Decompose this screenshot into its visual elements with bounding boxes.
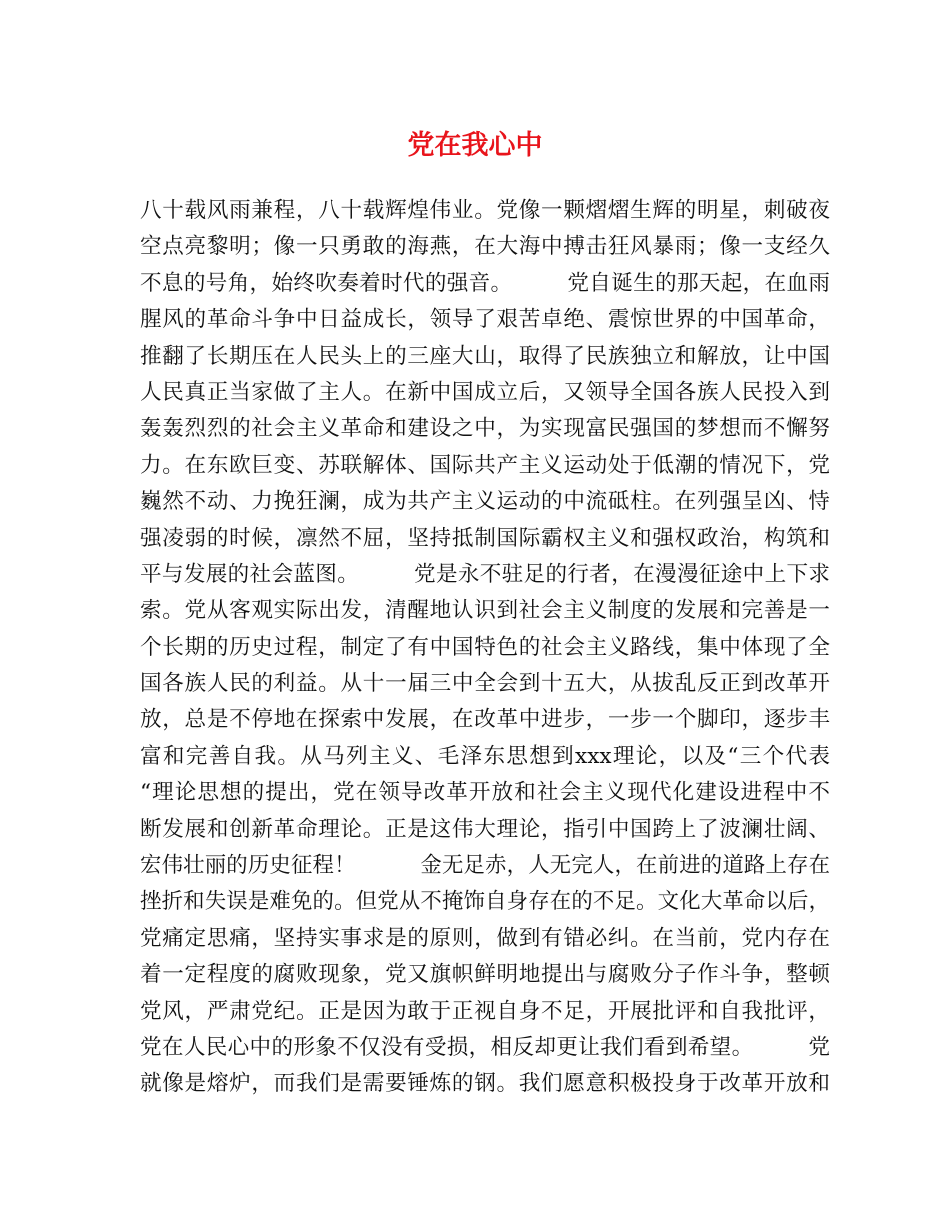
body-line: 党风，严肃党纪。正是因为敢于正视自身不足，开展批评和自我批评， — [140, 998, 830, 1024]
body-line: 空点亮黎明；像一只勇敢的海燕，在大海中搏击狂风暴雨；像一支经久 — [140, 234, 830, 260]
body-line: 党痛定思痛，坚持实事求是的原则，做到有错必纠。在当前，党内存在 — [140, 925, 830, 951]
body-line: 人民真正当家做了主人。在新中国成立后，又领导全国各族人民投入到 — [140, 379, 830, 405]
body-line: “理论思想的提出，党在领导改革开放和社会主义现代化建设进程中不 — [140, 780, 830, 806]
body-line: 富和完善自我。从马列主义、毛泽东思想到xxx理论，以及“三个代表 — [140, 743, 830, 769]
body-line: 国各族人民的利益。从十一届三中全会到十五大，从拔乱反正到改革开 — [140, 671, 830, 697]
document-body — [140, 193, 830, 1103]
body-line: 党在人民心中的形象不仅没有受损，相反却更让我们看到希望。 党 — [140, 1034, 830, 1060]
body-line: 腥风的革命斗争中日益成长，领导了艰苦卓绝、震惊世界的中国革命， — [140, 307, 830, 333]
body-line: 力。在东欧巨变、苏联解体、国际共产主义运动处于低潮的情况下，党 — [140, 452, 830, 478]
body-line: 断发展和创新革命理论。正是这伟大理论，指引中国跨上了波澜壮阔、 — [140, 816, 830, 842]
body-line: 个长期的历史过程，制定了有中国特色的社会主义路线，集中体现了全 — [140, 634, 830, 660]
body-line: 着一定程度的腐败现象，党又旗帜鲜明地提出与腐败分子作斗争，整顿 — [140, 962, 830, 988]
body-line: 不息的号角，始终吹奏着时代的强音。 党自诞生的那天起，在血雨 — [140, 270, 830, 296]
body-line: 挫折和失误是难免的。但党从不掩饰自身存在的不足。文化大革命以后， — [140, 889, 830, 915]
body-line: 放，总是不停地在探索中发展，在改革中进步，一步一个脚印，逐步丰 — [140, 707, 830, 733]
body-line: 巍然不动、力挽狂澜，成为共产主义运动的中流砥柱。在列强呈凶、恃 — [140, 489, 830, 515]
body-line: 宏伟壮丽的历史征程！ 金无足赤，人无完人，在前进的道路上存在 — [140, 853, 830, 879]
body-line: 推翻了长期压在人民头上的三座大山，取得了民族独立和解放，让中国 — [140, 343, 830, 369]
document-title: 党在我心中 — [407, 130, 543, 161]
body-line: 强凌弱的时候，凛然不屈，坚持抵制国际霸权主义和强权政治，构筑和 — [140, 525, 830, 551]
body-line: 平与发展的社会蓝图。 党是永不驻足的行者，在漫漫征途中上下求 — [140, 561, 830, 587]
body-line: 索。党从客观实际出发，清醒地认识到社会主义制度的发展和完善是一 — [140, 598, 830, 624]
body-line: 就像是熔炉，而我们是需要锤炼的钢。我们愿意积极投身于改革开放和 — [140, 1071, 830, 1097]
body-line: 轰轰烈烈的社会主义革命和建设之中，为实现富民强国的梦想而不懈努 — [140, 416, 830, 442]
body-line: 八十载风雨兼程，八十载辉煌伟业。党像一颗熠熠生辉的明星，刺破夜 — [140, 198, 830, 223]
